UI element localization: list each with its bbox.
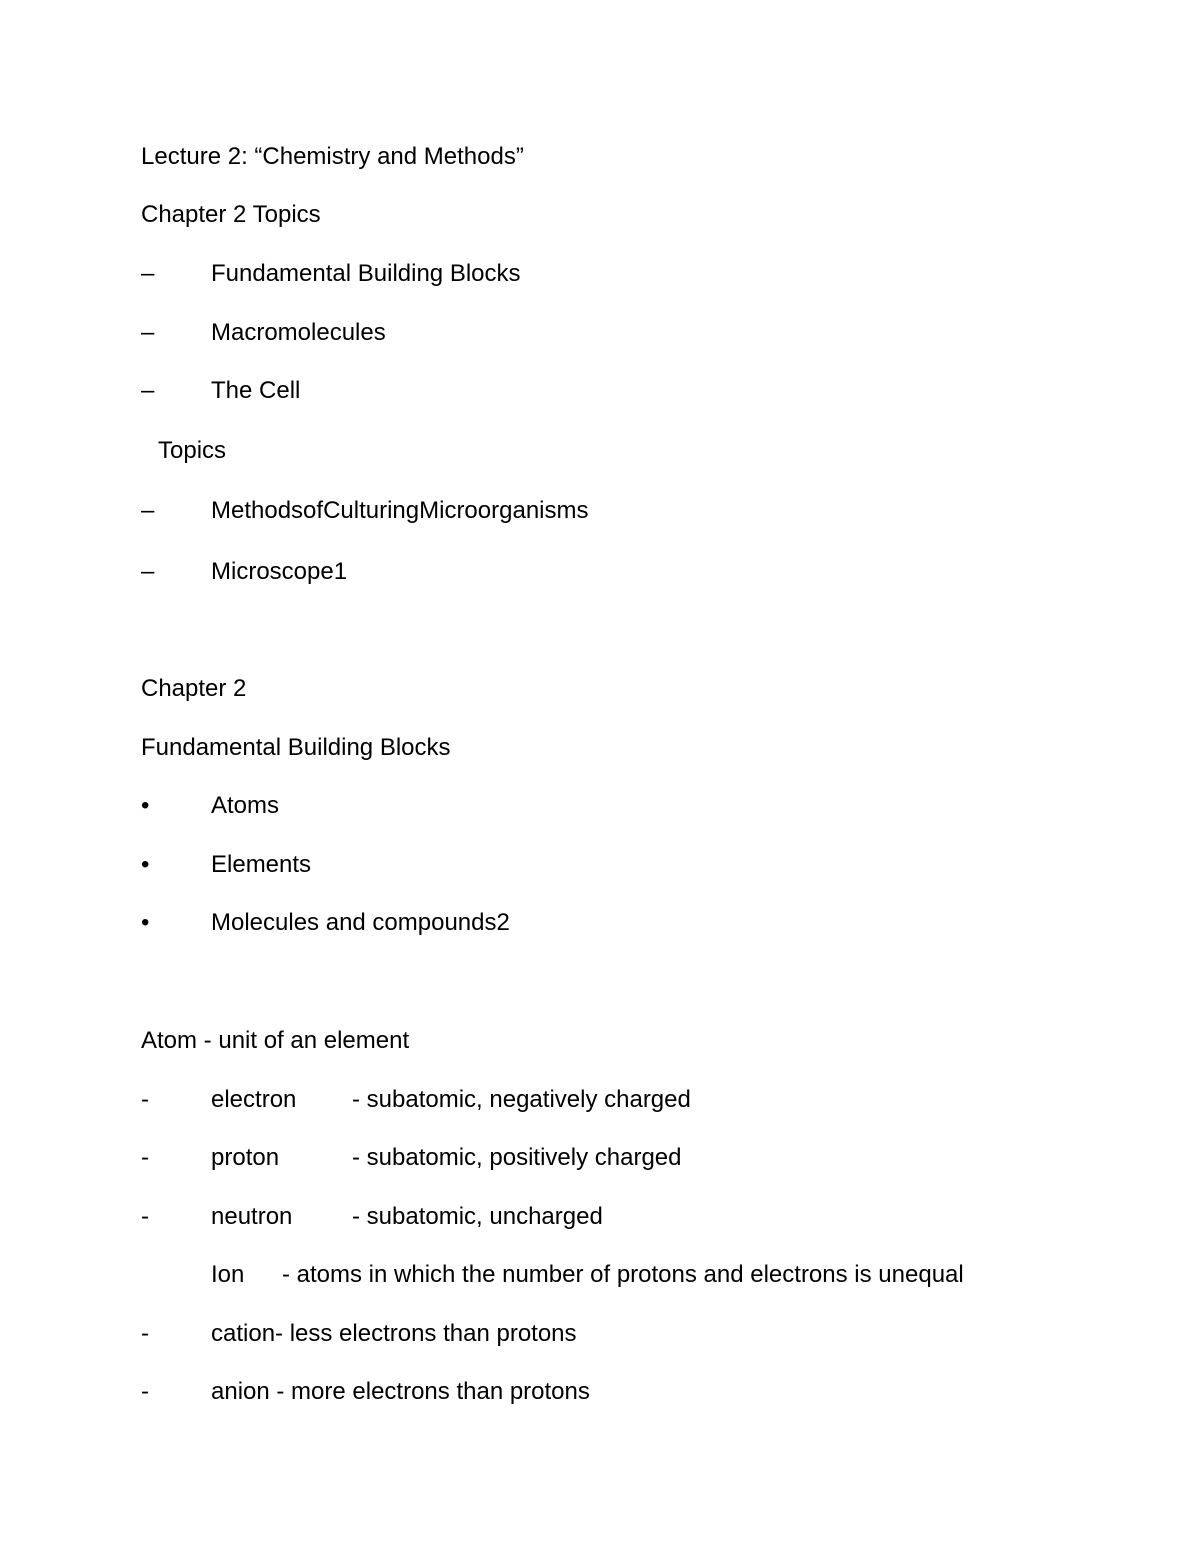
- dash-marker: -: [141, 1203, 149, 1230]
- particle-term: electron: [211, 1086, 297, 1113]
- dash-marker: –: [141, 319, 155, 346]
- dash-marker: –: [141, 377, 155, 404]
- topics-heading: Topics: [158, 437, 227, 464]
- dash-marker: –: [141, 260, 155, 287]
- bullet-marker: •: [141, 851, 150, 878]
- bullet-marker: •: [141, 792, 150, 819]
- list-item-text: Atoms: [211, 792, 280, 819]
- list-item-text: Elements: [211, 851, 312, 878]
- list-item-text: cation- less electrons than protons: [211, 1320, 577, 1347]
- particle-term: proton: [211, 1144, 280, 1171]
- section-heading: Fundamental Building Blocks: [141, 734, 451, 761]
- dash-marker: –: [141, 558, 155, 585]
- ion-description: - atoms in which the number of protons and electrons is unequal: [282, 1261, 964, 1288]
- dash-marker: -: [141, 1144, 149, 1171]
- list-item-text: anion - more electrons than protons: [211, 1378, 590, 1405]
- list-item-text: Microscope1: [211, 558, 348, 585]
- dash-marker: -: [141, 1378, 149, 1405]
- chapter-heading: Chapter 2: [141, 675, 247, 702]
- particle-description: - subatomic, positively charged: [352, 1144, 682, 1171]
- ion-term: Ion: [211, 1261, 245, 1288]
- list-item-text: The Cell: [211, 377, 301, 404]
- list-item-text: MethodsofCulturingMicroorganisms: [211, 497, 589, 524]
- particle-description: - subatomic, uncharged: [352, 1203, 603, 1230]
- dash-marker: -: [141, 1320, 149, 1347]
- particle-term: neutron: [211, 1203, 293, 1230]
- lecture-title: Lecture 2: “Chemistry and Methods”: [141, 143, 524, 170]
- bullet-marker: •: [141, 909, 150, 936]
- atom-heading: Atom - unit of an element: [141, 1027, 410, 1054]
- list-item-text: Molecules and compounds2: [211, 909, 510, 936]
- dash-marker: -: [141, 1086, 149, 1113]
- particle-description: - subatomic, negatively charged: [352, 1086, 691, 1113]
- list-item-text: Fundamental Building Blocks: [211, 260, 521, 287]
- dash-marker: –: [141, 497, 155, 524]
- list-item-text: Macromolecules: [211, 319, 386, 346]
- chapter-topics-heading: Chapter 2 Topics: [141, 201, 321, 228]
